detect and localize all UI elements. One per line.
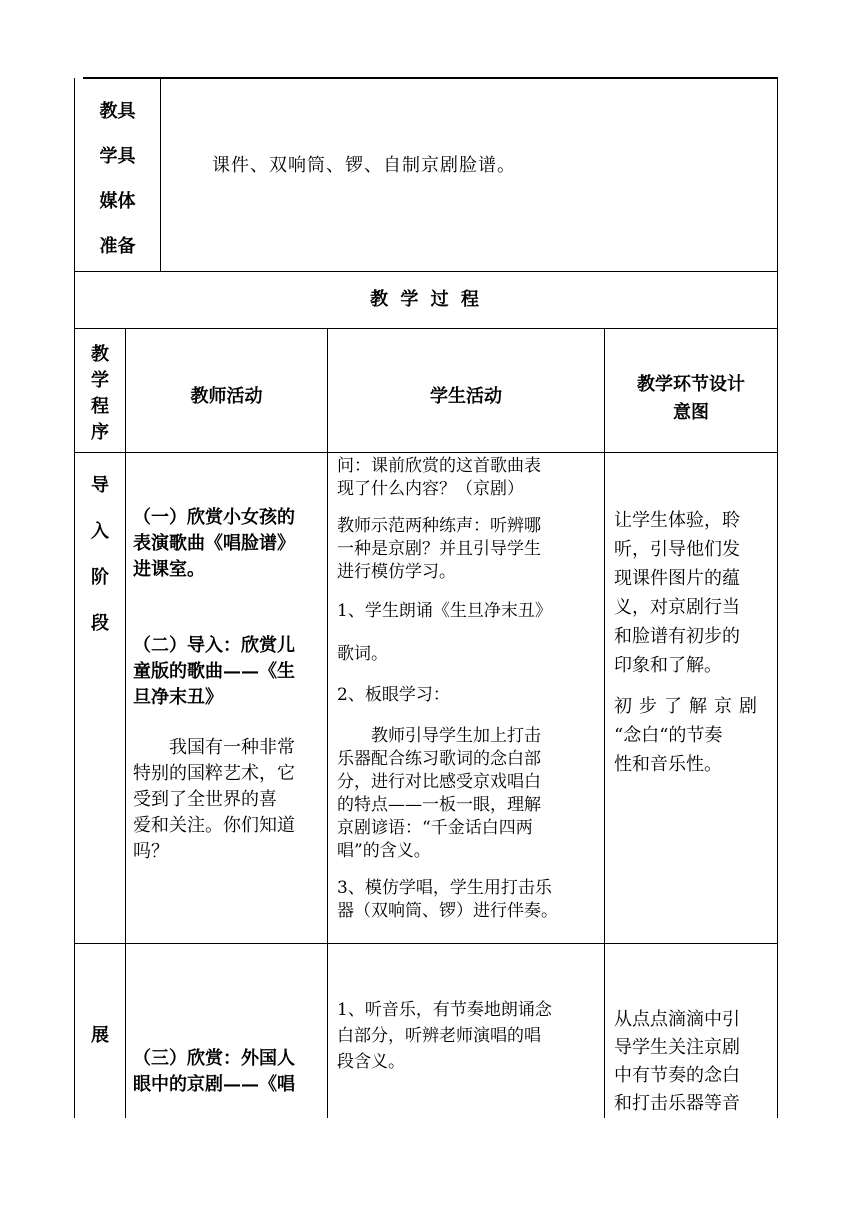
student-line: 教师示范两种练声：听辨哪 [337, 516, 541, 536]
table-right-border [777, 78, 778, 1118]
student-line: 唱”的含义。 [337, 841, 431, 861]
design-line: 初步了解京剧 [614, 696, 764, 717]
student-line: 乐器配合练习歌词的念白部 [337, 749, 541, 769]
header-procedure-char: 教 [91, 344, 109, 365]
design-line: 印象和了解。 [614, 655, 722, 676]
row-line-1 [74, 271, 778, 272]
prep-content-text: 课件、双响筒、锣、自制京剧脸谱。 [212, 155, 516, 176]
col-line-2 [327, 328, 328, 1118]
design-line: 现课件图片的蕴 [614, 568, 740, 589]
teacher-line: 表演歌曲《唱脸谱》 [133, 533, 295, 554]
teacher-line: （二）导入：欣赏儿 [133, 635, 295, 656]
stage2-student [337, 997, 603, 1075]
design-line: 听，引导他们发 [614, 539, 740, 560]
stage1-teacher [133, 505, 325, 865]
teacher-line: 爱和关注。你们知道 [133, 815, 295, 836]
design-line: 中有节奏的念白 [614, 1065, 740, 1086]
design-line: 从点点滴滴中引 [614, 1009, 740, 1030]
teacher-line: 眼中的京剧——《唱 [133, 1074, 295, 1095]
header-design-line: 教学环节设计 [637, 374, 745, 395]
stage1-design [614, 506, 774, 779]
prep-label-line: 教具 [99, 101, 136, 122]
prep-divider [160, 78, 161, 271]
design-line: “念白“的节奏 [614, 725, 723, 746]
prep-content [212, 154, 772, 178]
student-line: 段含义。 [337, 1052, 405, 1072]
student-line: 3、模仿学唱，学生用打击乐 [337, 878, 552, 898]
header-teacher [126, 385, 327, 409]
teacher-line: 我国有一种非常 [133, 737, 295, 758]
student-line: 器（双响筒、锣）进行伴奏。 [337, 901, 558, 921]
student-line: 歌词。 [337, 644, 388, 664]
student-line: 1、学生朗诵《生旦净末丑》 [337, 601, 552, 621]
design-line: 义，对京剧行当 [614, 597, 740, 618]
col-line-1 [125, 328, 126, 1118]
student-line: 京剧谚语：“千金话白四两 [337, 818, 533, 838]
design-line: 和打击乐器等音 [614, 1093, 740, 1114]
col-line-3 [604, 328, 605, 1118]
stage1-label-char: 段 [91, 613, 109, 634]
design-line: 让学生体验，聆 [614, 510, 740, 531]
prep-label-line: 学具 [99, 146, 136, 167]
student-line: 的特点——一板一眼，理解 [337, 795, 541, 815]
student-line: 分，进行对比感受京戏唱白 [337, 772, 541, 792]
process-title [75, 288, 777, 312]
header-procedure-char: 程 [91, 396, 109, 417]
student-line: 进行模仿学习。 [337, 562, 456, 582]
stage2-label [75, 1024, 125, 1048]
design-line: 性和音乐性。 [614, 754, 722, 775]
row-line-4 [74, 943, 778, 944]
stage1-student [337, 455, 603, 923]
table-top-border [83, 77, 778, 79]
header-procedure-char: 序 [91, 422, 109, 443]
header-design [605, 371, 777, 427]
student-line: 现了什么内容？（京剧） [337, 479, 524, 499]
teacher-line: 旦净末丑》 [133, 687, 223, 708]
prep-label-line: 媒体 [99, 191, 136, 212]
row-line-2 [74, 328, 778, 329]
teacher-line: 特别的国粹艺术，它 [133, 763, 295, 784]
student-line: 问：课前欣赏的这首歌曲表 [337, 456, 541, 476]
student-line: 1、听音乐，有节奏地朗诵念 [337, 1000, 552, 1020]
process-title-text: 教 学 过 程 [370, 289, 482, 310]
stage1-label-char: 阶 [91, 567, 109, 588]
stage1-label [75, 474, 125, 658]
stage1-label-char: 入 [91, 521, 109, 542]
stage2-teacher [133, 1046, 325, 1098]
header-student-text: 学生活动 [430, 386, 502, 407]
teacher-line: 受到了全世界的喜 [133, 789, 277, 810]
header-procedure [75, 342, 125, 446]
teacher-line: 吗？ [133, 841, 169, 862]
teacher-line: 进课室。 [133, 559, 205, 580]
header-teacher-text: 教师活动 [190, 386, 263, 407]
student-line: 2、板眼学习： [337, 685, 450, 705]
student-line: 一种是京剧？并且引导学生 [337, 539, 541, 559]
prep-label-line: 准备 [99, 236, 136, 257]
teacher-line: （三）欣赏：外国人 [133, 1048, 295, 1069]
student-line: 白部分，听辨老师演唱的唱 [337, 1026, 541, 1046]
teacher-line: 童版的歌曲——《生 [133, 661, 295, 682]
student-line: 教师引导学生加上打击 [337, 726, 541, 746]
header-design-line: 意图 [673, 402, 709, 423]
design-line: 和脸谱有初步的 [614, 626, 740, 647]
teacher-line: （一）欣赏小女孩的 [133, 507, 295, 528]
stage2-design [614, 1006, 774, 1118]
design-line: 导学生关注京剧 [614, 1037, 740, 1058]
prep-label [75, 100, 160, 280]
stage2-label-char: 展 [91, 1025, 109, 1046]
row-line-3 [74, 452, 778, 453]
stage1-label-char: 导 [91, 475, 109, 496]
header-procedure-char: 学 [91, 370, 109, 391]
header-student [328, 385, 604, 409]
